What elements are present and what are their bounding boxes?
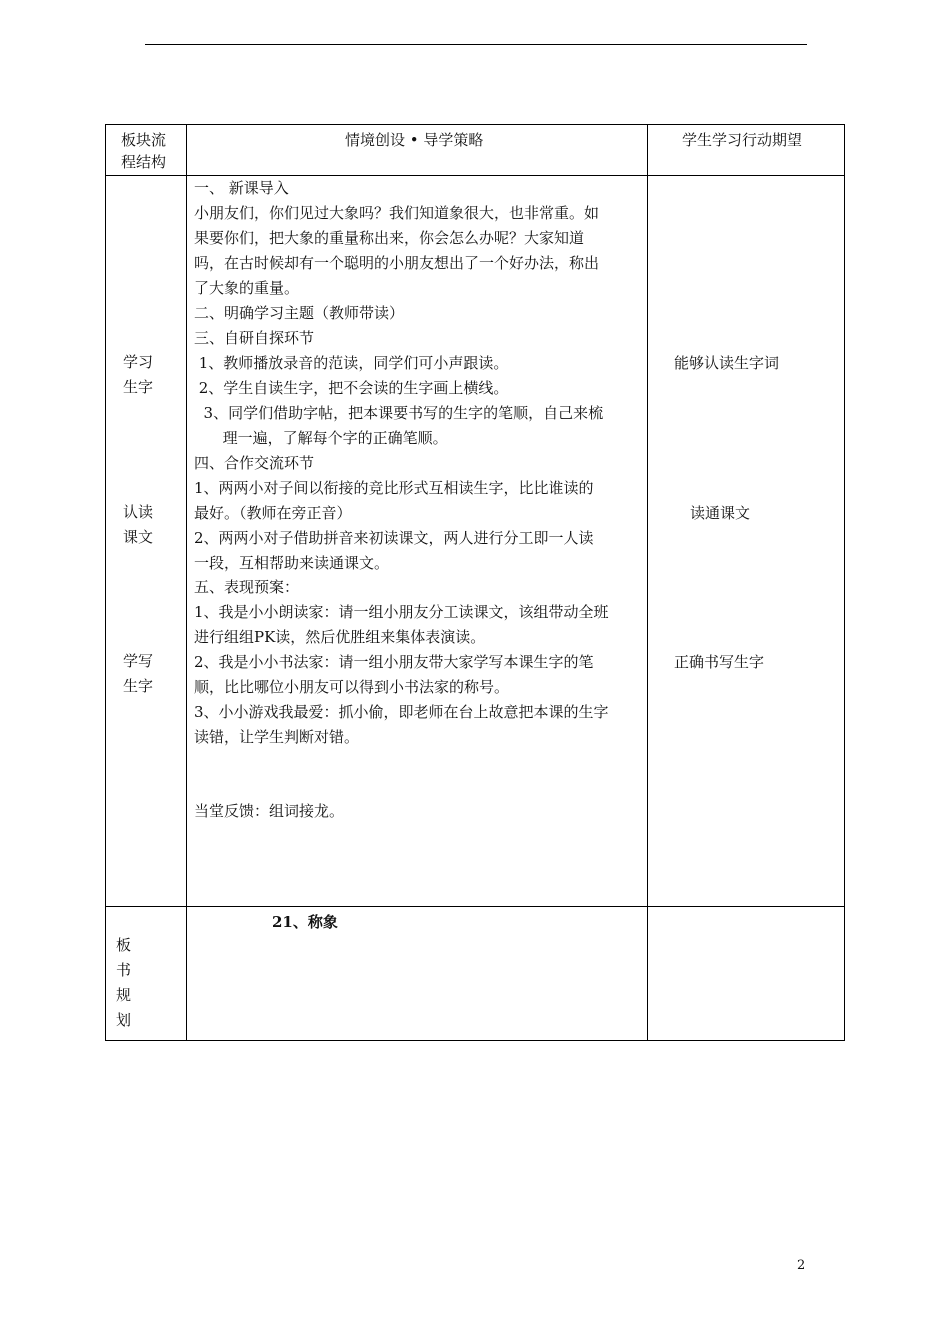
lesson-plan-table bbox=[105, 124, 845, 1041]
expectation-read-text: 读通课文 bbox=[690, 504, 751, 522]
strategy-line: 四、合作交流环节 bbox=[194, 454, 315, 472]
label-board-plan-2: 书 bbox=[116, 961, 132, 979]
expectation-write-chars: 正确书写生字 bbox=[674, 653, 765, 671]
strategy-line: 1、我是小小朗读家：请一组小朋友分工读课文，该组带动全班 bbox=[194, 603, 609, 621]
board-row-divider bbox=[106, 906, 844, 907]
label-learn-chars bbox=[123, 350, 153, 400]
strategy-line: 吗，在古时候却有一个聪明的小朋友想出了一个好办法，称出 bbox=[194, 254, 600, 272]
strategy-line: 2、学生自读生字，把不会读的生字画上横线。 bbox=[194, 379, 509, 397]
label-board-plan bbox=[116, 933, 131, 1033]
label-write-chars bbox=[123, 649, 153, 699]
feedback-line: 当堂反馈：组词接龙。 bbox=[194, 802, 345, 820]
header-strategy: 情境创设 • 导学策略 bbox=[345, 131, 484, 149]
strategy-line: 1、两两小对子间以衔接的竞比形式互相读生字，比比谁读的 bbox=[194, 479, 594, 497]
strategy-line: 一、 新课导入 bbox=[194, 179, 289, 197]
strategy-line: 读错，让学生判断对错。 bbox=[194, 728, 360, 746]
column-divider-1 bbox=[186, 125, 187, 1040]
label-write-chars-1: 学写 bbox=[123, 652, 154, 670]
label-learn-chars-2: 生字 bbox=[123, 378, 154, 396]
board-title: 21、称象 bbox=[272, 913, 338, 931]
column-divider-2 bbox=[647, 125, 648, 1040]
expectation-learn-chars: 能够认读生字词 bbox=[674, 354, 780, 372]
header-col1-line2: 程结构 bbox=[121, 153, 167, 171]
label-learn-chars-1: 学习 bbox=[123, 353, 154, 371]
label-read-text-1: 认读 bbox=[123, 503, 154, 521]
label-board-plan-1: 板 bbox=[116, 936, 132, 954]
strategy-line: 1、教师播放录音的范读，同学们可小声跟读。 bbox=[194, 354, 509, 372]
label-write-chars-2: 生字 bbox=[123, 677, 154, 695]
page-number: 2 bbox=[797, 1258, 806, 1273]
strategy-line: 3、小小游戏我最爱：抓小偷，即老师在台上故意把本课的生字 bbox=[194, 703, 609, 721]
strategy-line: 理一遍，了解每个字的正确笔顺。 bbox=[194, 429, 448, 447]
label-read-text bbox=[123, 500, 153, 550]
label-read-text-2: 课文 bbox=[123, 528, 154, 546]
strategy-line: 2、两两小对子借助拼音来初读课文，两人进行分工即一人读 bbox=[194, 529, 594, 547]
strategy-line: 顺，比比哪位小朋友可以得到小书法家的称号。 bbox=[194, 678, 510, 696]
strategy-line: 果要你们，把大象的重量称出来，你会怎么办呢？大家知道 bbox=[194, 229, 585, 247]
header-rule bbox=[145, 44, 807, 45]
header-expectation: 学生学习行动期望 bbox=[682, 131, 803, 149]
strategy-line: 小朋友们，你们见过大象吗？我们知道象很大，也非常重。如 bbox=[194, 204, 600, 222]
strategy-line: 最好。（教师在旁正音） bbox=[194, 504, 352, 522]
header-col1-line1: 板块流 bbox=[121, 131, 167, 149]
strategy-line: 进行组组PK读，然后优胜组来集体表演读。 bbox=[194, 628, 486, 646]
label-board-plan-3: 规 bbox=[116, 986, 132, 1004]
strategy-line: 五、表现预案： bbox=[194, 578, 300, 596]
header-block-structure bbox=[121, 129, 166, 173]
strategy-line: 三、自研自探环节 bbox=[194, 329, 315, 347]
strategy-line: 了大象的重量。 bbox=[194, 279, 300, 297]
strategy-line: 二、明确学习主题（教师带读） bbox=[194, 304, 405, 322]
strategy-line: 一段，互相帮助来读通课文。 bbox=[194, 554, 390, 572]
header-row-divider bbox=[106, 175, 844, 176]
label-board-plan-4: 划 bbox=[116, 1011, 132, 1029]
strategy-line: 2、我是小小书法家：请一组小朋友带大家学写本课生字的笔 bbox=[194, 653, 594, 671]
strategy-line: 3、同学们借助字帖，把本课要书写的生字的笔顺，自己来梳 bbox=[194, 404, 604, 422]
